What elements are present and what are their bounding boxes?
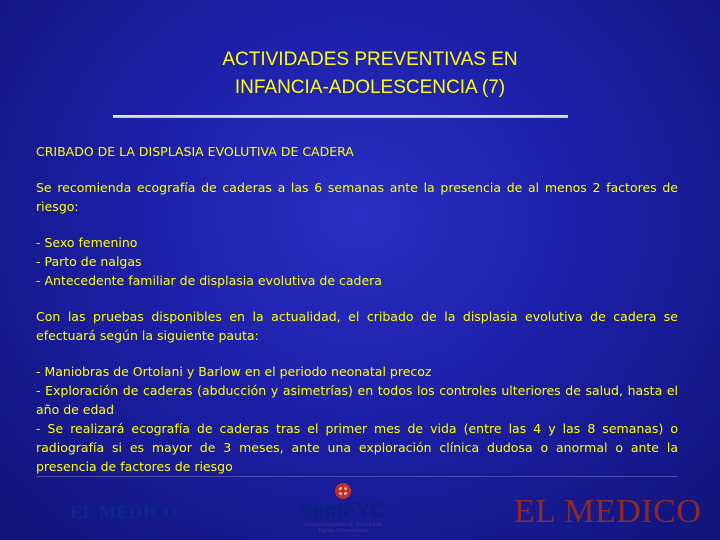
footer-divider [36, 476, 678, 477]
risk-factor-list [36, 233, 678, 290]
screening-step-item: - Maniobras de Ortolani y Barlow en el periodo neonatal precoz [36, 364, 432, 379]
risk-factor-item: - Sexo femenino [36, 235, 138, 250]
screening-step-item: - Exploración de caderas (abducción y asimetrías) en todos los controles ulteriores de salud, hasta el año de edad [36, 383, 678, 417]
screening-step-list [36, 362, 678, 476]
intro-paragraph: Se recomienda ecografía de caderas a las 6 semanas ante la presencia de al menos 2 factores de riesgo: [36, 180, 678, 214]
el-medico-logo-left: EL MEDICO [70, 502, 179, 522]
semfyc-symbol-icon [330, 482, 356, 500]
section-heading: CRIBADO DE LA DISPLASIA EVOLUTIVA DE CADERA [36, 144, 354, 159]
screening-intro-paragraph: Con las pruebas disponibles en la actualidad, el cribado de la displasia evolutiva de cadera se efectuará según la siguiente pauta: [36, 309, 678, 343]
risk-factor-item: - Antecedente familiar de displasia evolutiva de cadera [36, 273, 382, 288]
semfyc-wordmark: semFYC [300, 499, 386, 522]
el-medico-logo-right: EL MEDICO [514, 493, 702, 530]
slide-title-line-1: ACTIVIDADES PREVENTIVAS EN [222, 49, 518, 70]
slide-title-line-2: INFANCIA-ADOLESCENCIA (7) [234, 77, 506, 98]
slide-content [36, 142, 678, 476]
title-underline [113, 115, 568, 118]
screening-step-item: - Se realizará ecografía de caderas tras el primer mes de vida (entre las 4 y las 8 semanas) o radiografía si es mayor de 3 meses, ante una exploración clínica dudosa o anormal o ante la presencia de factores de riesgo [36, 421, 678, 474]
semfyc-logo [298, 482, 388, 534]
semfyc-subtitle: Sociedad Española de Medicina de Familia y Comunitaria [303, 522, 383, 534]
risk-factor-item: - Parto de nalgas [36, 254, 142, 269]
slide-title [130, 46, 610, 102]
